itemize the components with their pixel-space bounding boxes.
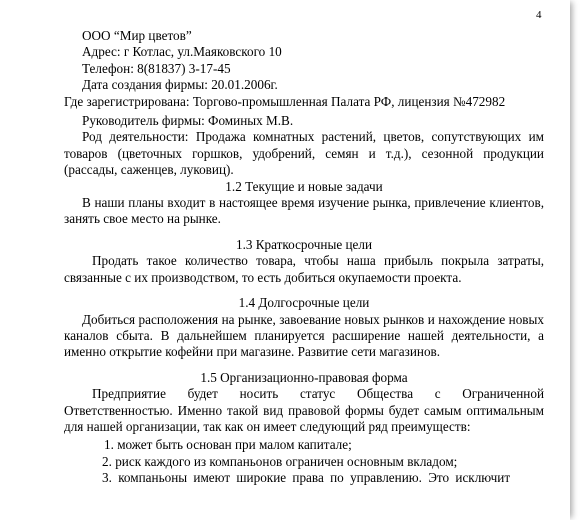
section-1-3-text: Продать такое количество товара, чтобы наша прибыль покрыла затраты, связанные с их производством, то есть добиться окупаемости проекта.: [64, 253, 544, 285]
section-1-2-text: В наши планы входит в настоящее время изучение рынка, привлечение клиентов, занять свое место на рынке.: [64, 195, 544, 227]
company-registration: Где зарегистрирована: Торгово-промышленная Палата РФ, лицензия №472982: [64, 93, 506, 109]
company-activity: Род деятельности: Продажа комнатных растений, цветов, сопутствующих им товаров (цветочных горшков, удобрений, семян и т.д.), сезонной продукции (рассады, саженцев, луковиц).: [64, 129, 544, 178]
section-1-4-text: Добиться расположения на рынке, завоевание новых рынков и нахождение новых каналов сбыта. В дальнейшем планируется расширение нашей деятельности, а именно открытие кофейни при магазине. Развитие сети магазинов.: [64, 311, 544, 360]
list-item: 1. может быть основан при малом капитале;: [104, 437, 352, 453]
list-item: 2. риск каждого из компаньонов ограничен основным вкладом;: [102, 453, 458, 469]
page-number: 4: [536, 9, 542, 21]
company-director: Руководитель фирмы: Фоминых М.В.: [82, 113, 294, 129]
company-created: Дата создания фирмы: 20.01.2006г.: [82, 77, 278, 93]
company-address: Адрес: г Котлас, ул.Маяковского 10: [82, 44, 282, 60]
section-1-2-title: 1.2 Текущие и новые задачи: [225, 178, 383, 194]
company-name: ООО “Мир цветов”: [82, 28, 192, 43]
section-1-5-title: 1.5 Организационно-правовая форма: [200, 369, 408, 385]
section-1-4-title: 1.4 Долгосрочные цели: [238, 295, 370, 311]
company-phone: Телефон: 8(81837) 3-17-45: [82, 60, 231, 76]
section-1-5-text: Предприятие будет носить статус Общества с Ограниченной Ответственностью. Именно такой вид правовой формы будет самым оптимальным для нашей организации, так как он имеет следующий ряд преимуществ:: [64, 386, 544, 434]
section-1-3-title: 1.3 Краткосрочные цели: [235, 236, 373, 252]
document-body: [64, 28, 544, 487]
list-item: 3. компаньоны имеют широкие права по управлению. Это исключит: [102, 470, 511, 486]
